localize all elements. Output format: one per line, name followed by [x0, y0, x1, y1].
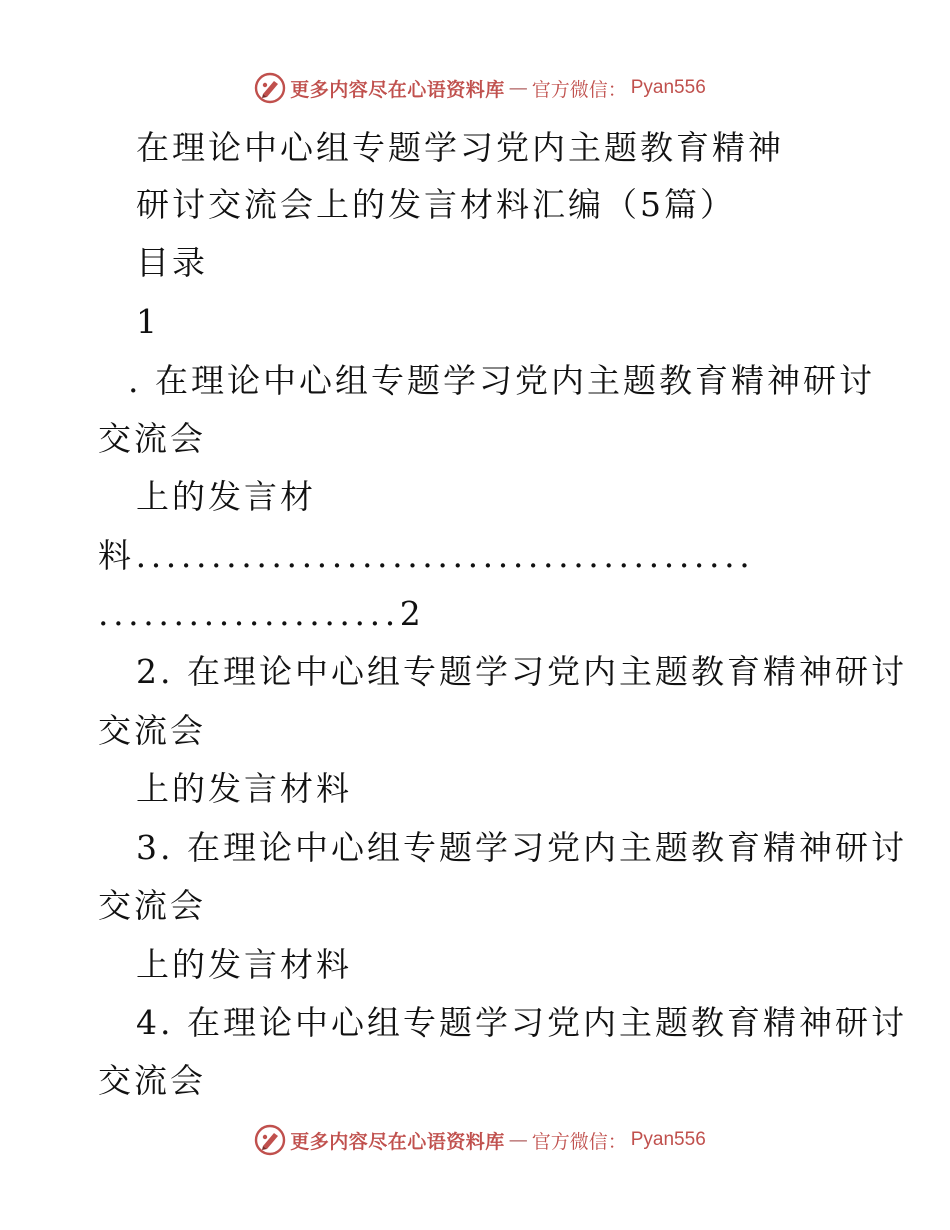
toc-item-1-line-2: 交流会 [98, 419, 206, 458]
watermark-text: 更多内容尽在心语资料库 [290, 1130, 505, 1153]
document-title-line-2: 研讨交流会上的发言材料汇编（5篇） [136, 185, 736, 224]
toc-item-1-leader-line-1: 料......................................... [98, 536, 755, 575]
toc-item-3-line-2: 交流会 [98, 886, 206, 925]
toc-item-3-line-3: 上的发言材料 [136, 945, 352, 984]
watermark-banner-bottom [0, 1120, 950, 1160]
toc-item-1-leader-line-2: ....................2 [98, 594, 426, 633]
watermark-wechat-label: 官方微信： [531, 1130, 627, 1153]
toc-item-2-line-2: 交流会 [98, 711, 206, 750]
watermark-wechat-id: Pyan556 [630, 1129, 706, 1150]
toc-item-2-line-3: 上的发言材料 [136, 769, 352, 808]
watermark-banner-top [0, 68, 950, 108]
pen-logo-icon [254, 1124, 286, 1156]
watermark-wechat-id: Pyan556 [630, 77, 706, 98]
toc-item-1-number: 1 [136, 302, 160, 341]
toc-item-2-line-1: 2. 在理论中心组专题学习党内主题教育精神研讨 [136, 652, 907, 691]
toc-item-3-line-1: 3. 在理论中心组专题学习党内主题教育精神研讨 [136, 828, 907, 867]
watermark-text: 更多内容尽在心语资料库 [290, 78, 505, 101]
watermark-content [254, 1124, 706, 1156]
document-title-line-1: 在理论中心组专题学习党内主题教育精神 [136, 128, 784, 167]
toc-item-1-line-1: . 在理论中心组专题学习党内主题教育精神研讨 [128, 361, 875, 400]
watermark-wechat-label: 官方微信： [531, 78, 627, 101]
toc-item-4-line-2: 交流会 [98, 1061, 206, 1100]
watermark-content [254, 72, 706, 104]
toc-heading: 目录 [136, 243, 208, 282]
watermark-separator: — [508, 1129, 528, 1151]
toc-item-4-line-1: 4. 在理论中心组专题学习党内主题教育精神研讨 [136, 1003, 907, 1042]
pen-logo-icon [254, 72, 286, 104]
watermark-separator: — [508, 77, 528, 99]
toc-item-1-line-3: 上的发言材 [136, 477, 316, 516]
